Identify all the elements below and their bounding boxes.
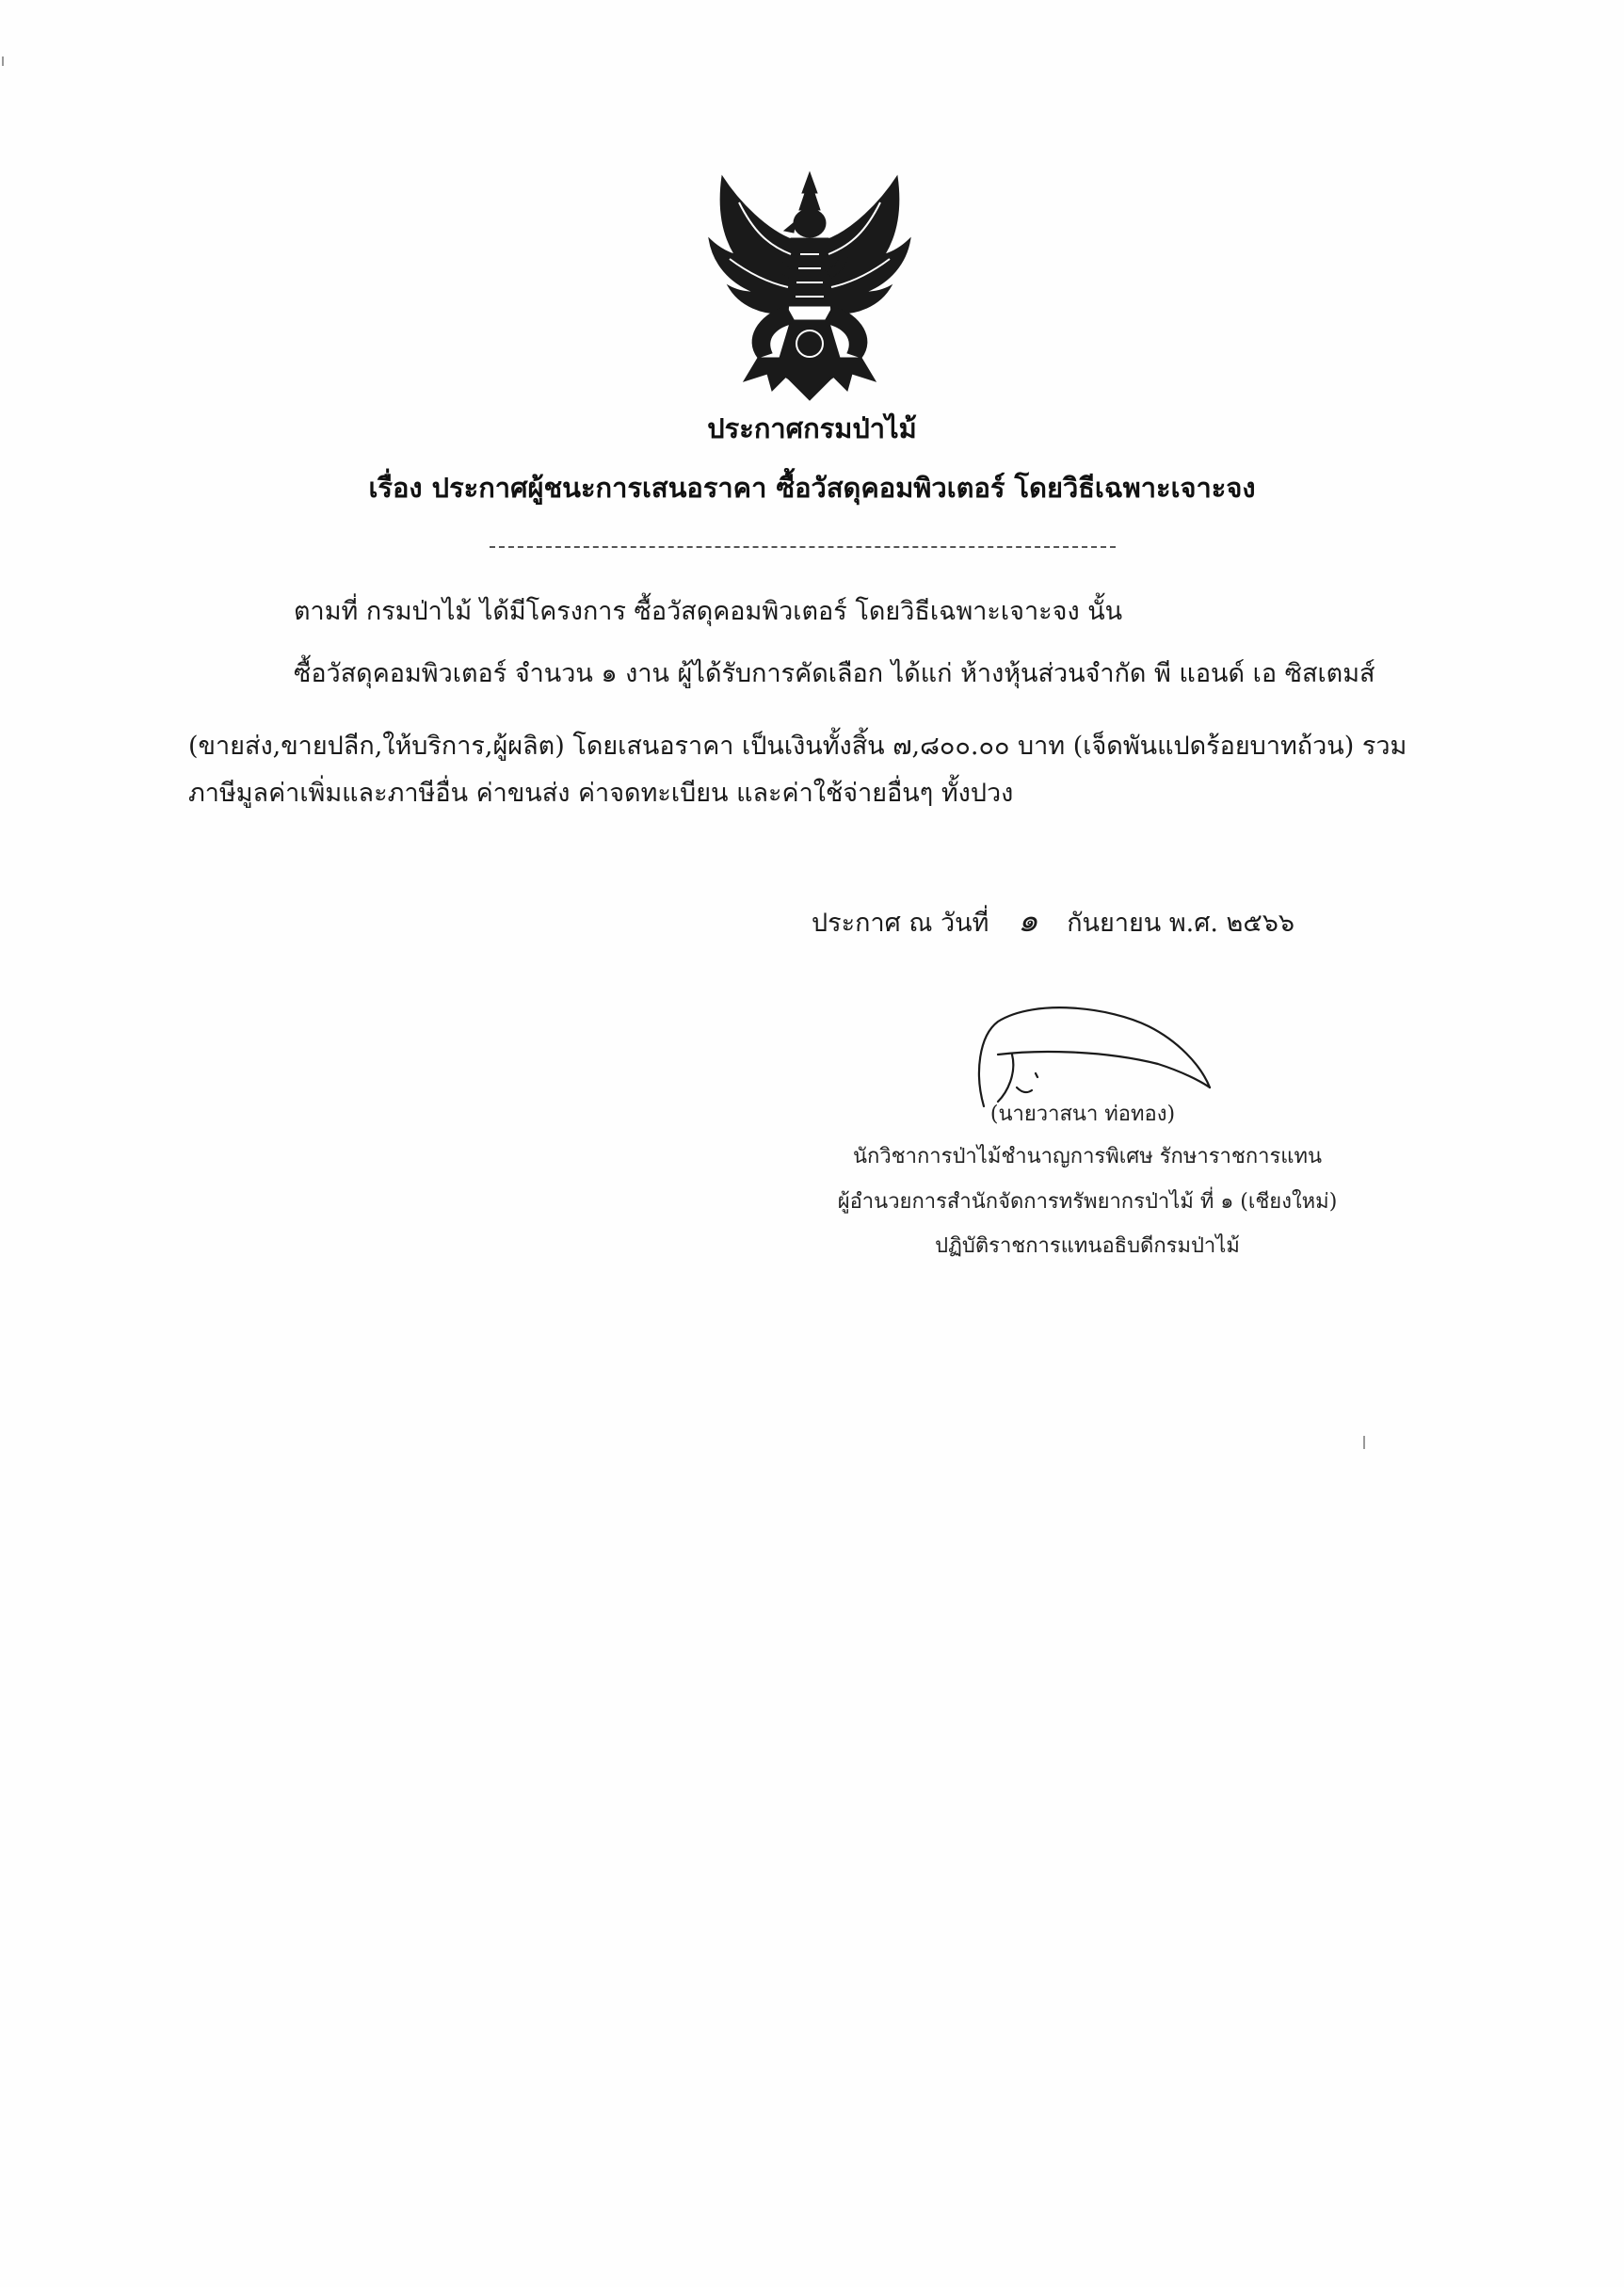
body-paragraph-2-line-1: ซื้อวัสดุคอมพิวเตอร์ จำนวน ๑ งาน ผู้ได้รับการคัดเลือก ได้แก่ ห้างหุ้นส่วนจำกัด พี แอนด์ เอ ซิสเตมส์: [294, 659, 1375, 688]
signatory-position-2: ผู้อำนวยการสำนักจัดการทรัพยากรป่าไม้ ที่ ๑ (เชียงใหม่): [837, 1190, 1338, 1214]
signatory-position-3: ปฏิบัติราชการแทนอธิบดีกรมป่าไม้: [935, 1234, 1240, 1258]
announcement-subject: เรื่อง ประกาศผู้ชนะการเสนอราคา ซื้อวัสดุคอมพิวเตอร์ โดยวิธีเฉพาะเจาะจง: [368, 472, 1256, 504]
signatory-name: (นายวาสนา ท่อทอง): [989, 1103, 1176, 1126]
announcement-organization: ประกาศกรมป่าไม้: [707, 412, 917, 444]
title-divider: [490, 546, 1116, 548]
body-paragraph-2-line-3: ภาษีมูลค่าเพิ่มและภาษีอื่น ค่าขนส่ง ค่าจดทะเบียน และค่าใช้จ่ายอื่นๆ ทั้งปวง: [188, 779, 1014, 808]
announcement-date: [812, 894, 1294, 945]
body-paragraph-1: ตามที่ กรมป่าไม้ ได้มีโครงการ ซื้อวัสดุคอมพิวเตอร์ โดยวิธีเฉพาะเจาะจง นั้น: [294, 597, 1123, 626]
date-prefix: ประกาศ ณ วันที่: [812, 909, 989, 938]
date-month-year: กันยายน พ.ศ. ๒๕๖๖: [1067, 909, 1295, 938]
body-paragraph-2-line-2: (ขายส่ง,ขายปลีก,ให้บริการ,ผู้ผลิต) โดยเสนอราคา เป็นเงินทั้งสิ้น ๗,๘๐๐.๐๐ บาท (เจ็ดพันแปดร้อยบาทถ้วน) รวม: [188, 732, 1407, 761]
signatory-position-1: นักวิชาการป่าไม้ชำนาญการพิเศษ รักษาราชการแทน: [852, 1145, 1323, 1168]
scan-speck: [2, 56, 4, 66]
scan-speck: [1363, 1436, 1365, 1449]
garuda-emblem-icon: [701, 165, 918, 405]
date-day: ๑: [1018, 902, 1038, 940]
